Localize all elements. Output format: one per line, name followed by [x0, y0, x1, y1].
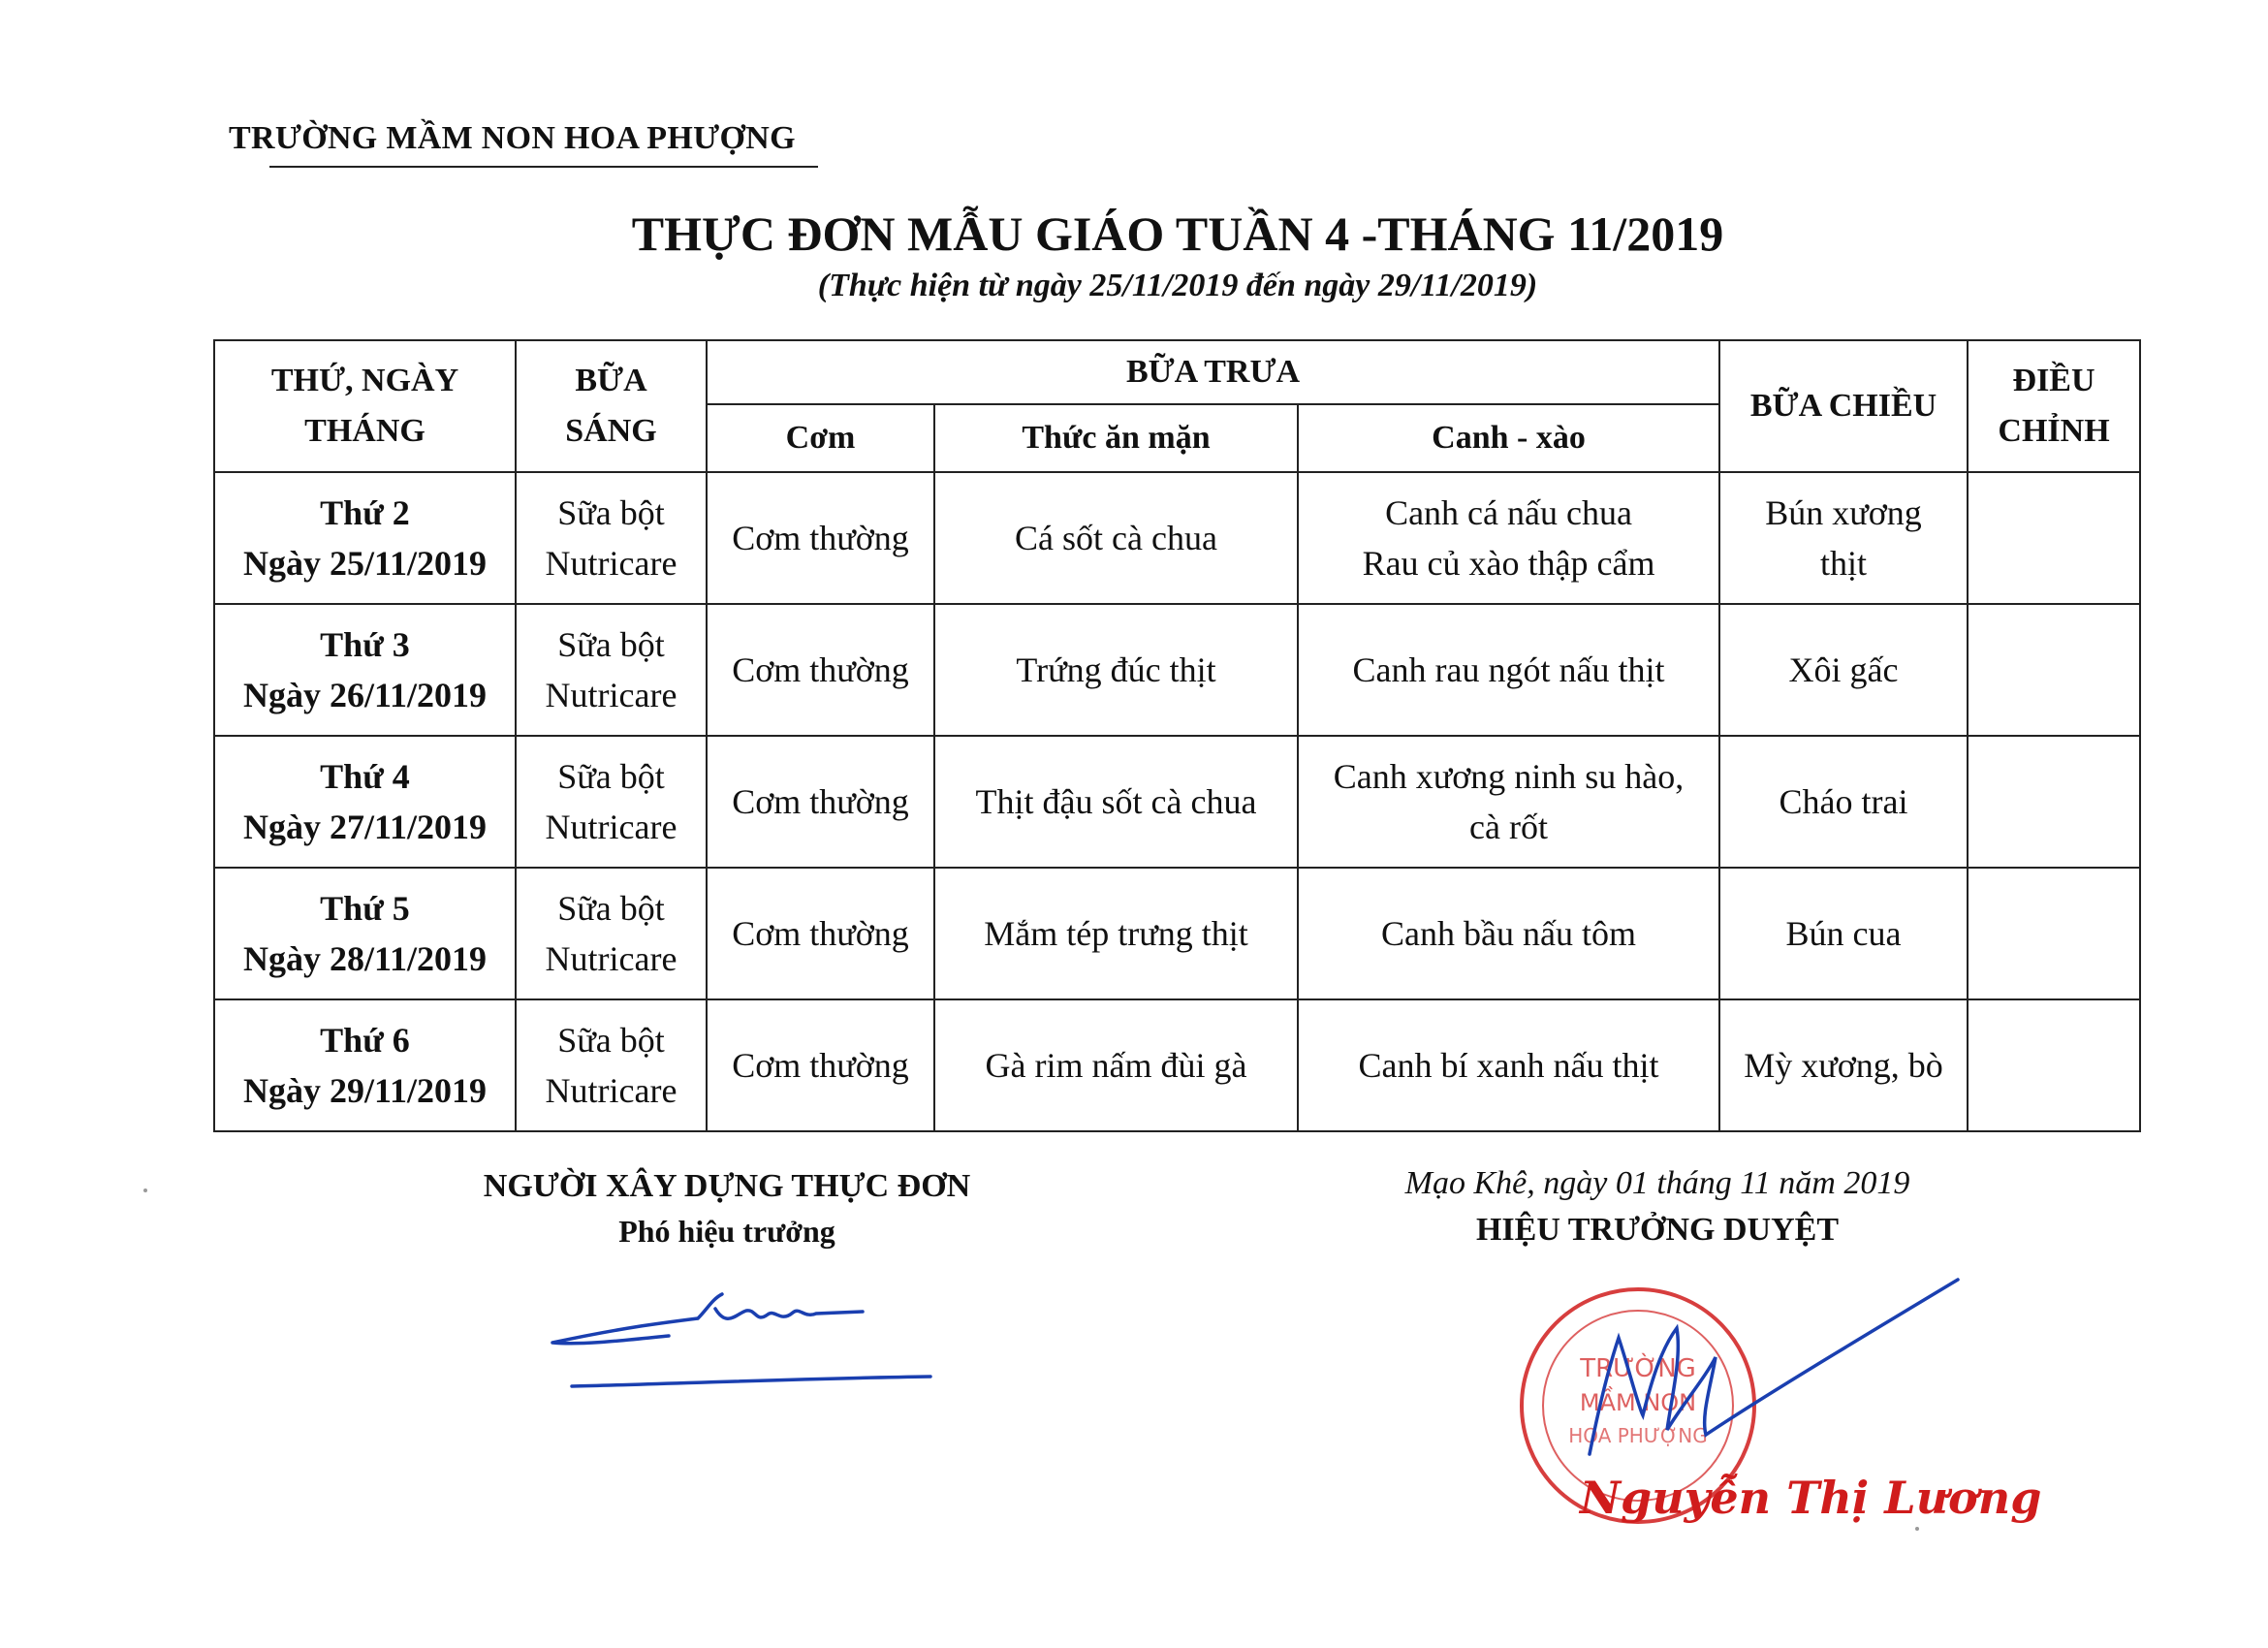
soup-line1: Canh xương ninh su hào, — [1333, 757, 1685, 796]
scan-speck — [1915, 1527, 1919, 1531]
date-cell — [214, 736, 516, 868]
scan-speck — [143, 1188, 147, 1192]
school-name: TRƯỜNG MẦM NON HOA PHƯỢNG — [229, 120, 796, 156]
creator-role: Phó hiệu trưởng — [618, 1214, 835, 1249]
date-cell — [214, 868, 516, 999]
breakfast-cell — [516, 868, 707, 999]
vice-principal-signature — [543, 1270, 950, 1406]
rice-cell: Cơm thường — [707, 736, 934, 868]
breakfast-cell — [516, 604, 707, 736]
date-cell — [214, 604, 516, 736]
day-label: Thứ 4 — [320, 757, 410, 796]
adjust-cell — [1968, 868, 2140, 999]
afternoon-line1: Xôi gấc — [1788, 650, 1899, 689]
principal-title: HIỆU TRƯỞNG DUYỆT — [1475, 1212, 1840, 1248]
header-afternoon: BỮA CHIỀU — [1719, 340, 1968, 472]
day-label: Thứ 2 — [320, 493, 410, 532]
date-label: Ngày 25/11/2019 — [242, 544, 487, 583]
breakfast-line2: Nutricare — [545, 1071, 677, 1110]
header-adjust-line2: CHỈNH — [1998, 413, 2110, 449]
date-label: Ngày 28/11/2019 — [242, 939, 487, 978]
header-main-dish: Thức ăn mặn — [934, 404, 1298, 472]
header-adjust — [1968, 340, 2140, 472]
main-dish-cell: Mắm tép trưng thịt — [934, 868, 1298, 999]
svg-text:HOA PHƯỢNG: HOA PHƯỢNG — [1568, 1424, 1708, 1447]
afternoon-line1: Bún cua — [1785, 914, 1902, 953]
afternoon-cell — [1719, 999, 1968, 1131]
breakfast-line1: Sữa bột — [557, 1021, 665, 1060]
header-rice: Cơm — [707, 404, 934, 472]
rice-cell: Cơm thường — [707, 472, 934, 604]
soup-cell — [1298, 472, 1719, 604]
day-label: Thứ 5 — [320, 889, 410, 928]
rice-cell: Cơm thường — [707, 604, 934, 736]
afternoon-line1: Cháo trai — [1779, 782, 1908, 821]
date-cell — [214, 999, 516, 1131]
soup-cell — [1298, 868, 1719, 999]
main-dish-cell: Cá sốt cà chua — [934, 472, 1298, 604]
date-label: Ngày 29/11/2019 — [242, 1071, 487, 1110]
soup-line2: cà rốt — [1469, 808, 1548, 846]
soup-cell — [1298, 604, 1719, 736]
header-soup: Canh - xào — [1298, 404, 1719, 472]
adjust-cell — [1968, 604, 2140, 736]
breakfast-line2: Nutricare — [545, 808, 677, 846]
breakfast-cell — [516, 472, 707, 604]
adjust-cell — [1968, 999, 2140, 1131]
breakfast-line2: Nutricare — [545, 544, 677, 583]
afternoon-cell — [1719, 868, 1968, 999]
main-dish-cell: Trứng đúc thịt — [934, 604, 1298, 736]
table-row — [214, 736, 2140, 868]
header-breakfast-line2: SÁNG — [565, 413, 657, 449]
header-breakfast — [516, 340, 707, 472]
soup-line1: Canh bầu nấu tôm — [1381, 914, 1636, 953]
soup-cell — [1298, 999, 1719, 1131]
header-date — [214, 340, 516, 472]
adjust-cell — [1968, 736, 2140, 868]
creator-title: NGƯỜI XÂY DỰNG THỰC ĐƠN — [483, 1168, 971, 1204]
header-breakfast-line1: BỮA — [575, 363, 647, 398]
header-date-line2: THÁNG — [304, 413, 425, 449]
breakfast-line2: Nutricare — [545, 676, 677, 714]
breakfast-cell — [516, 736, 707, 868]
day-label: Thứ 6 — [320, 1021, 410, 1060]
svg-text:MẦM NON: MẦM NON — [1579, 1389, 1697, 1416]
breakfast-line1: Sữa bột — [557, 889, 665, 928]
table-row — [214, 472, 2140, 604]
afternoon-line1: Bún xương — [1765, 493, 1922, 532]
date-label: Ngày 27/11/2019 — [242, 808, 487, 846]
rice-cell: Cơm thường — [707, 868, 934, 999]
principal-name: Nguyễn Thị Lương — [1580, 1472, 2042, 1524]
breakfast-line1: Sữa bột — [557, 757, 665, 796]
afternoon-cell — [1719, 604, 1968, 736]
breakfast-line1: Sữa bột — [557, 493, 665, 532]
svg-text:TRƯỜNG: TRƯỜNG — [1580, 1354, 1696, 1383]
adjust-cell — [1968, 472, 2140, 604]
date-cell — [214, 472, 516, 604]
afternoon-line1: Mỳ xương, bò — [1744, 1046, 1943, 1085]
approval-date: Mạo Khê, ngày 01 tháng 11 năm 2019 — [1404, 1165, 1910, 1201]
header-adjust-line1: ĐIỀU — [2012, 363, 2095, 398]
soup-line1: Canh cá nấu chua — [1385, 493, 1632, 532]
soup-line2: Rau củ xào thập cẩm — [1362, 544, 1655, 583]
rice-cell: Cơm thường — [707, 999, 934, 1131]
soup-line1: Canh rau ngót nấu thịt — [1352, 650, 1665, 689]
soup-cell — [1298, 736, 1719, 868]
afternoon-cell — [1719, 472, 1968, 604]
afternoon-line2: thịt — [1820, 544, 1868, 583]
table-row — [214, 604, 2140, 736]
breakfast-line2: Nutricare — [545, 939, 677, 978]
main-dish-cell: Thịt đậu sốt cà chua — [934, 736, 1298, 868]
afternoon-cell — [1719, 736, 1968, 868]
breakfast-cell — [516, 999, 707, 1131]
date-label: Ngày 26/11/2019 — [242, 676, 487, 714]
main-dish-cell: Gà rim nấm đùi gà — [934, 999, 1298, 1131]
day-label: Thứ 3 — [320, 625, 410, 664]
page-title: THỰC ĐƠN MẪU GIÁO TUẦN 4 -THÁNG 11/2019 — [631, 206, 1724, 261]
breakfast-line1: Sữa bột — [557, 625, 665, 664]
header-date-line1: THỨ, NGÀY — [270, 363, 459, 398]
school-underline — [269, 166, 818, 168]
table-row — [214, 999, 2140, 1131]
table-row — [214, 868, 2140, 999]
menu-table — [213, 339, 2141, 1132]
soup-line1: Canh bí xanh nấu thịt — [1358, 1046, 1659, 1085]
page-subtitle: (Thực hiện từ ngày 25/11/2019 đến ngày 29/11/2019) — [817, 268, 1538, 303]
header-lunch: BỮA TRƯA — [707, 340, 1719, 404]
